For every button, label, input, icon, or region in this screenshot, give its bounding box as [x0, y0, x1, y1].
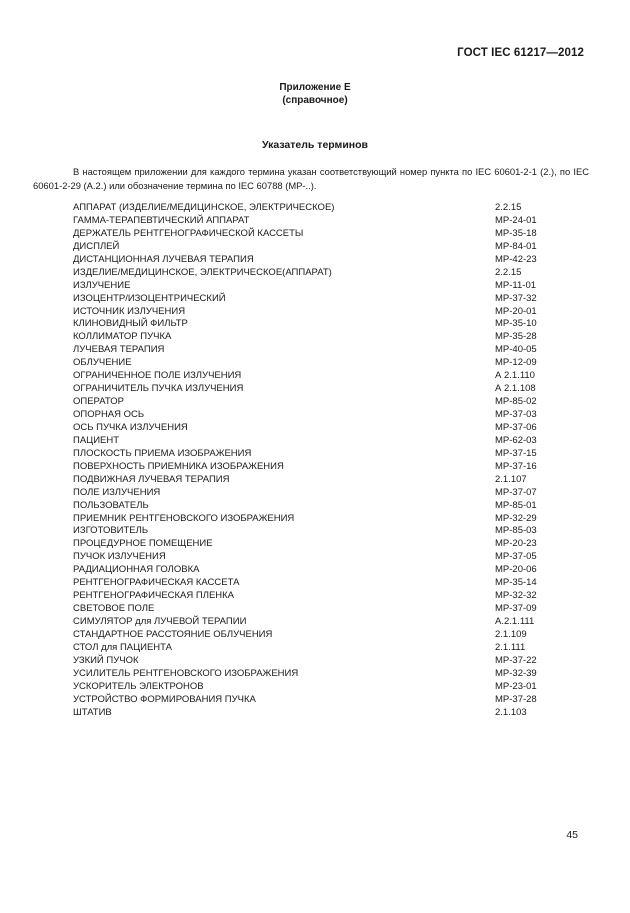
term-row: [73, 629, 573, 642]
term-row: [73, 357, 573, 370]
term-row: [73, 422, 573, 435]
term-row: [73, 306, 573, 319]
term-reference: МР-37-07: [495, 486, 537, 498]
intro-paragraph: В настоящем приложении для каждого термина указан соответствующий номер пункта по IEC 60601-2-1 (2.), по IEC 60601-2-29 (А.2.) или обозначение термина по IEC 60788 (МР-..).: [33, 166, 589, 191]
term-name: ЛУЧЕВАЯ ТЕРАПИЯ: [73, 344, 165, 356]
term-row: [73, 655, 573, 668]
term-reference: МР-35-10: [495, 318, 537, 330]
term-name: СТАНДАРТНОЕ РАССТОЯНИЕ ОБЛУЧЕНИЯ: [73, 628, 273, 640]
term-row: [73, 681, 573, 694]
term-reference: МР-37-05: [495, 551, 537, 563]
term-name: ИЗГОТОВИТЕЛЬ: [73, 525, 149, 537]
term-row: [73, 616, 573, 629]
term-name: ДИСТАНЦИОННАЯ ЛУЧЕВАЯ ТЕРАПИЯ: [73, 253, 254, 265]
standard-designation: ГОСТ IEC 61217—2012: [457, 47, 584, 59]
term-name: ГАММА-ТЕРАПЕВТИЧЕСКИЙ АППАРАТ: [73, 214, 250, 226]
term-row: [73, 500, 573, 513]
term-row: [73, 487, 573, 500]
term-name: ИЗДЕЛИЕ/МЕДИЦИНСКОЕ, ЭЛЕКТРИЧЕСКОЕ(АППАРАТ): [73, 266, 332, 278]
term-row: [73, 642, 573, 655]
term-name: ПОДВИЖНАЯ ЛУЧЕВАЯ ТЕРАПИЯ: [73, 473, 230, 485]
term-name: ОГРАНИЧЕННОЕ ПОЛЕ ИЗЛУЧЕНИЯ: [73, 370, 242, 382]
term-name: РЕНТГЕНОГРАФИЧЕСКАЯ КАССЕТА: [73, 577, 240, 589]
term-row: [73, 538, 573, 551]
term-reference: МР-20-06: [495, 564, 537, 576]
index-title: Указатель терминов: [262, 139, 368, 151]
term-reference: МР-32-32: [495, 590, 537, 602]
term-reference: МР-24-01: [495, 214, 537, 226]
term-row: [73, 293, 573, 306]
term-reference: МР-62-03: [495, 434, 537, 446]
term-reference: МР-84-01: [495, 240, 537, 252]
term-reference: МР-32-29: [495, 512, 537, 524]
terms-list: [73, 202, 573, 720]
term-name: ПУЧОК ИЗЛУЧЕНИЯ: [73, 551, 166, 563]
term-reference: МР-32-39: [495, 667, 537, 679]
term-name: СВЕТОВОЕ ПОЛЕ: [73, 603, 155, 615]
term-reference: МР-20-23: [495, 538, 537, 550]
term-name: ОГРАНИЧИТЕЛЬ ПУЧКА ИЗЛУЧЕНИЯ: [73, 383, 244, 395]
term-reference: МР-35-28: [495, 331, 537, 343]
page-number: 45: [566, 829, 578, 841]
term-row: [73, 254, 573, 267]
term-name: СТОЛ для ПАЦИЕНТА: [73, 641, 172, 653]
term-row: [73, 396, 573, 409]
term-row: [73, 513, 573, 526]
term-row: [73, 202, 573, 215]
term-reference: 2.1.103: [495, 706, 527, 718]
term-name: ПЛОСКОСТЬ ПРИЕМА ИЗОБРАЖЕНИЯ: [73, 447, 252, 459]
term-row: [73, 318, 573, 331]
term-reference: 2.1.107: [495, 473, 527, 485]
term-reference: МР-35-18: [495, 227, 537, 239]
term-reference: МР-12-09: [495, 357, 537, 369]
term-row: [73, 603, 573, 616]
term-reference: МР-37-09: [495, 603, 537, 615]
term-name: ИЗОЦЕНТР/ИЗОЦЕНТРИЧЕСКИЙ: [73, 292, 226, 304]
term-reference: МР-37-06: [495, 421, 537, 433]
appendix-subtitle: (справочное): [282, 95, 348, 106]
term-name: АППАРАТ (ИЗДЕЛИЕ/МЕДИЦИНСКОЕ, ЭЛЕКТРИЧЕСКОЕ): [73, 202, 335, 213]
term-name: ДИСПЛЕЙ: [73, 240, 120, 252]
term-row: [73, 228, 573, 241]
term-row: [73, 215, 573, 228]
term-reference: 2.2.15: [495, 202, 522, 213]
term-name: ПОЛЕ ИЗЛУЧЕНИЯ: [73, 486, 161, 498]
term-name: ИЗЛУЧЕНИЕ: [73, 279, 131, 291]
term-name: ШТАТИВ: [73, 706, 112, 718]
term-row: [73, 707, 573, 720]
term-reference: МР-37-16: [495, 460, 537, 472]
term-reference: МР-40-05: [495, 344, 537, 356]
term-name: ОБЛУЧЕНИЕ: [73, 357, 132, 369]
term-reference: МР-11-01: [495, 279, 537, 291]
term-reference: МР-85-02: [495, 396, 537, 408]
term-reference: МР-85-03: [495, 525, 537, 537]
term-name: КЛИНОВИДНЫЙ ФИЛЬТР: [73, 318, 188, 330]
term-reference: А 2.1.110: [495, 370, 535, 382]
term-reference: МР-37-22: [495, 654, 537, 666]
term-reference: А.2.1.111: [495, 616, 535, 627]
term-reference: А 2.1.108: [495, 383, 536, 395]
term-reference: 2.1.111: [495, 641, 526, 653]
term-reference: 2.1.109: [495, 628, 527, 640]
term-name: ПОВЕРХНОСТЬ ПРИЕМНИКА ИЗОБРАЖЕНИЯ: [73, 460, 284, 472]
term-name: УСКОРИТЕЛЬ ЭЛЕКТРОНОВ: [73, 680, 204, 692]
term-row: [73, 564, 573, 577]
term-row: [73, 577, 573, 590]
term-name: УЗКИЙ ПУЧОК: [73, 654, 139, 666]
appendix-heading: [0, 81, 630, 107]
term-reference: МР-42-23: [495, 253, 537, 265]
term-row: [73, 525, 573, 538]
term-row: [73, 461, 573, 474]
term-reference: МР-37-28: [495, 693, 537, 705]
term-reference: МР-20-01: [495, 305, 537, 317]
term-row: [73, 551, 573, 564]
term-row: [73, 331, 573, 344]
term-name: РЕНТГЕНОГРАФИЧЕСКАЯ ПЛЕНКА: [73, 590, 235, 602]
term-name: СИМУЛЯТОР для ЛУЧЕВОЙ ТЕРАПИИ: [73, 616, 247, 627]
term-name: ДЕРЖАТЕЛЬ РЕНТГЕНОГРАФИЧЕСКОЙ КАССЕТЫ: [73, 227, 304, 239]
term-name: ОПОРНАЯ ОСЬ: [73, 409, 145, 420]
term-reference: МР-37-15: [495, 447, 537, 459]
term-name: РАДИАЦИОННАЯ ГОЛОВКА: [73, 564, 200, 576]
term-name: ОПЕРАТОР: [73, 396, 124, 408]
term-name: КОЛЛИМАТОР ПУЧКА: [73, 331, 172, 343]
term-name: ИСТОЧНИК ИЗЛУЧЕНИЯ: [73, 305, 186, 317]
term-name: ПАЦИЕНТ: [73, 434, 120, 446]
term-name: ПОЛЬЗОВАТЕЛЬ: [73, 499, 149, 511]
term-reference: МР-37-03: [495, 409, 537, 420]
appendix-title: Приложение Е: [279, 82, 351, 93]
term-row: [73, 383, 573, 396]
term-name: ПРОЦЕДУРНОЕ ПОМЕЩЕНИЕ: [73, 538, 213, 550]
term-name: ПРИЕМНИК РЕНТГЕНОВСКОГО ИЗОБРАЖЕНИЯ: [73, 512, 295, 524]
term-name: УСИЛИТЕЛЬ РЕНТГЕНОВСКОГО ИЗОБРАЖЕНИЯ: [73, 667, 299, 679]
term-reference: 2.2.15: [495, 266, 522, 278]
term-reference: МР-37-32: [495, 292, 537, 304]
term-row: [73, 694, 573, 707]
term-row: [73, 668, 573, 681]
term-reference: МР-85-01: [495, 499, 537, 511]
term-row: [73, 280, 573, 293]
term-row: [73, 409, 573, 422]
term-name: УСТРОЙСТВО ФОРМИРОВАНИЯ ПУЧКА: [73, 693, 256, 705]
term-row: [73, 370, 573, 383]
term-row: [73, 241, 573, 254]
term-row: [73, 590, 573, 603]
term-reference: МР-35-14: [495, 577, 537, 589]
term-row: [73, 267, 573, 280]
term-row: [73, 474, 573, 487]
term-name: ОСЬ ПУЧКА ИЗЛУЧЕНИЯ: [73, 421, 188, 433]
term-row: [73, 435, 573, 448]
term-row: [73, 448, 573, 461]
term-reference: МР-23-01: [495, 680, 537, 692]
term-row: [73, 344, 573, 357]
